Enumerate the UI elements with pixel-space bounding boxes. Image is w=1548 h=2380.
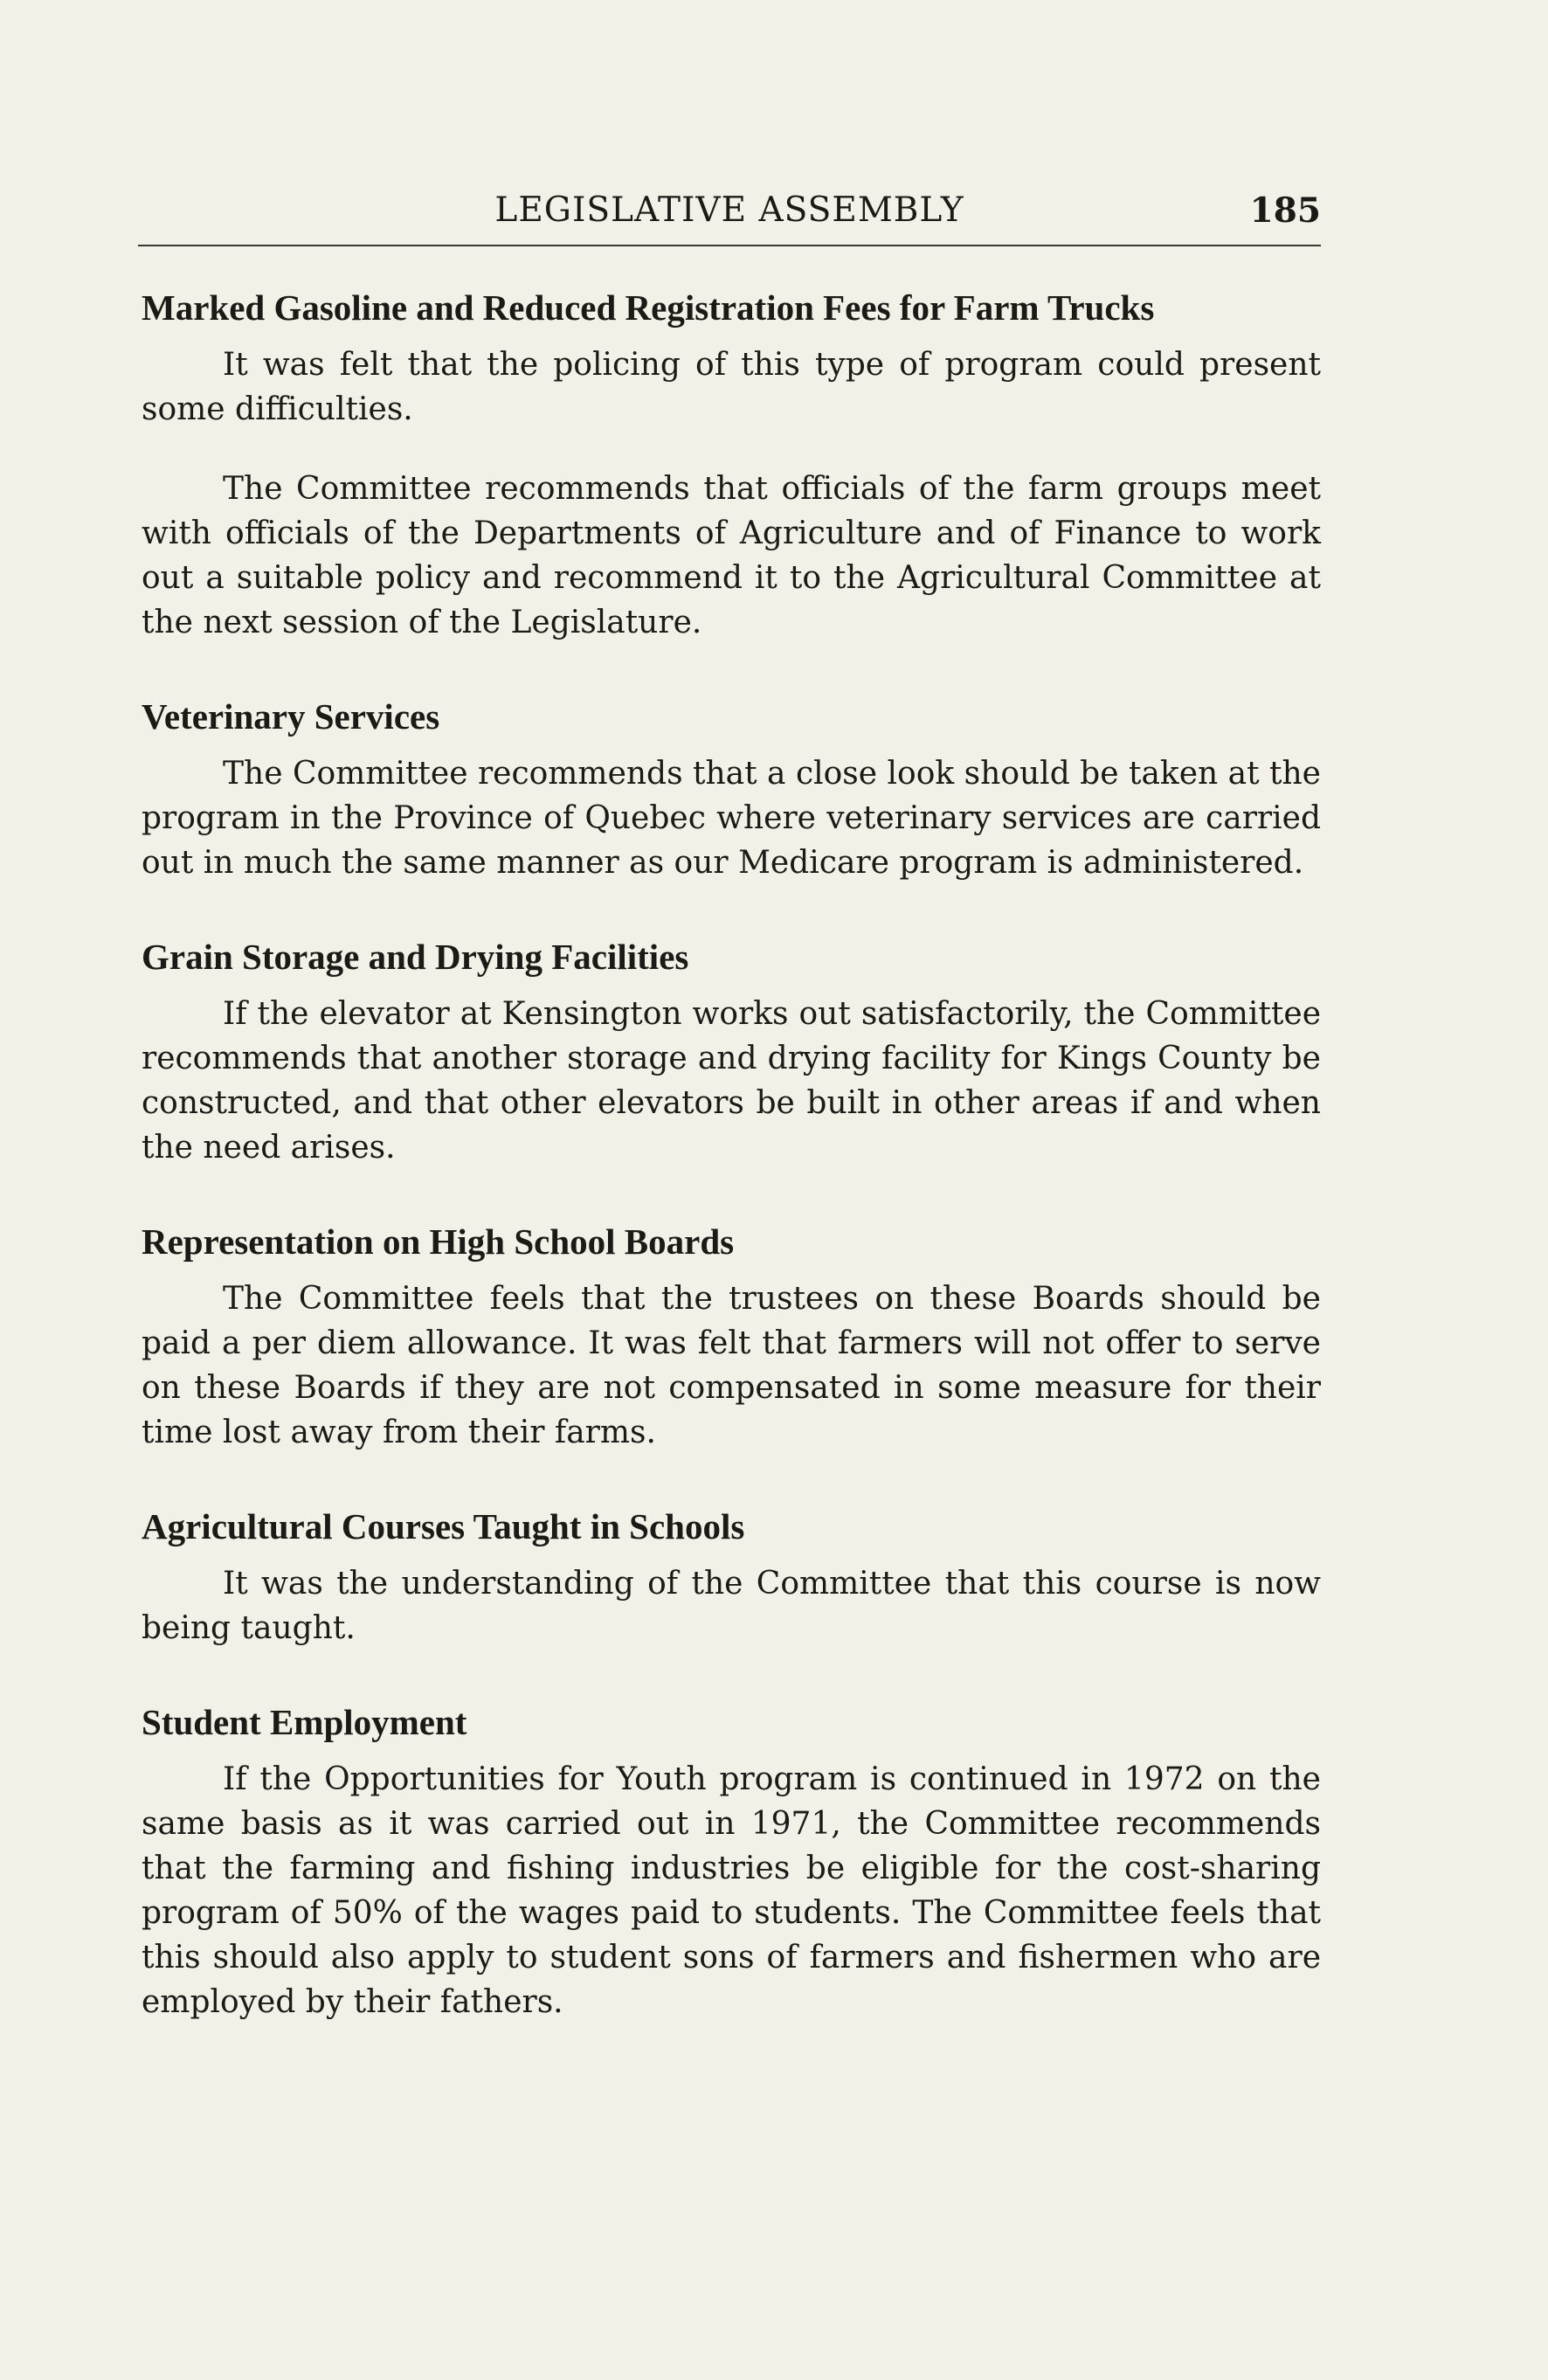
running-head: [138, 190, 1321, 243]
paragraph: The Committee recommends that a close look should be taken at the program in the Province of Quebec where veterinary services are carried out in much the same manner as our Medicare program is administered.: [142, 756, 1321, 881]
paragraph: The Committee feels that the trustees on these Boards should be paid a per diem allowance. It was felt that farmers will not offer to serve on these Boards if they are not compensated in some measure for their time lost away from their farms.: [142, 1281, 1321, 1450]
section-marked-gasoline: [142, 273, 1321, 645]
section-heading: Representation on High School Boards: [142, 1221, 735, 1262]
section-grain-storage: [142, 922, 1321, 1170]
section-agricultural-courses: [142, 1491, 1321, 1650]
section-high-school-boards: [142, 1207, 1321, 1455]
section-heading: Student Employment: [142, 1702, 467, 1742]
section-heading: Marked Gasoline and Reduced Registration Fees for Farm Trucks: [142, 287, 1155, 328]
paragraph: If the Opportunities for Youth program is continued in 1972 on the same basis as it was carried out in 1971, the Committee recommends that the farming and fishing industries be eligible for the cost-sharing program of 50% of the wages paid to students. The Committee feels that this should also apply to student sons of farmers and fishermen who are employed by their fathers.: [142, 1761, 1321, 2020]
page-number: 185: [1249, 190, 1321, 231]
running-title: LEGISLATIVE ASSEMBLY: [494, 190, 964, 230]
section-heading: Agricultural Courses Taught in Schools: [142, 1506, 745, 1546]
paragraph: The Committee recommends that officials of the farm groups meet with officials of the Departments of Agriculture and of Finance to work out a suitable policy and recommend it to the Agricultural Committee at the next session of the Legislature.: [142, 471, 1321, 640]
section-veterinary-services: [142, 681, 1321, 885]
page-body: [142, 273, 1321, 2061]
paragraph: It was felt that the policing of this type of program could present some difficulties.: [142, 347, 1321, 427]
section-heading: Veterinary Services: [142, 696, 440, 737]
section-heading: Grain Storage and Drying Facilities: [142, 937, 689, 977]
paragraph: It was the understanding of the Committee that this course is now being taught.: [142, 1566, 1321, 1646]
section-student-employment: [142, 1687, 1321, 2024]
header-rule: [138, 245, 1321, 246]
paragraph: If the elevator at Kensington works out satisfactorily, the Committee recommends that another storage and drying facility for Kings County be constructed, and that other elevators be built in other areas if and when the need arises.: [142, 996, 1321, 1166]
